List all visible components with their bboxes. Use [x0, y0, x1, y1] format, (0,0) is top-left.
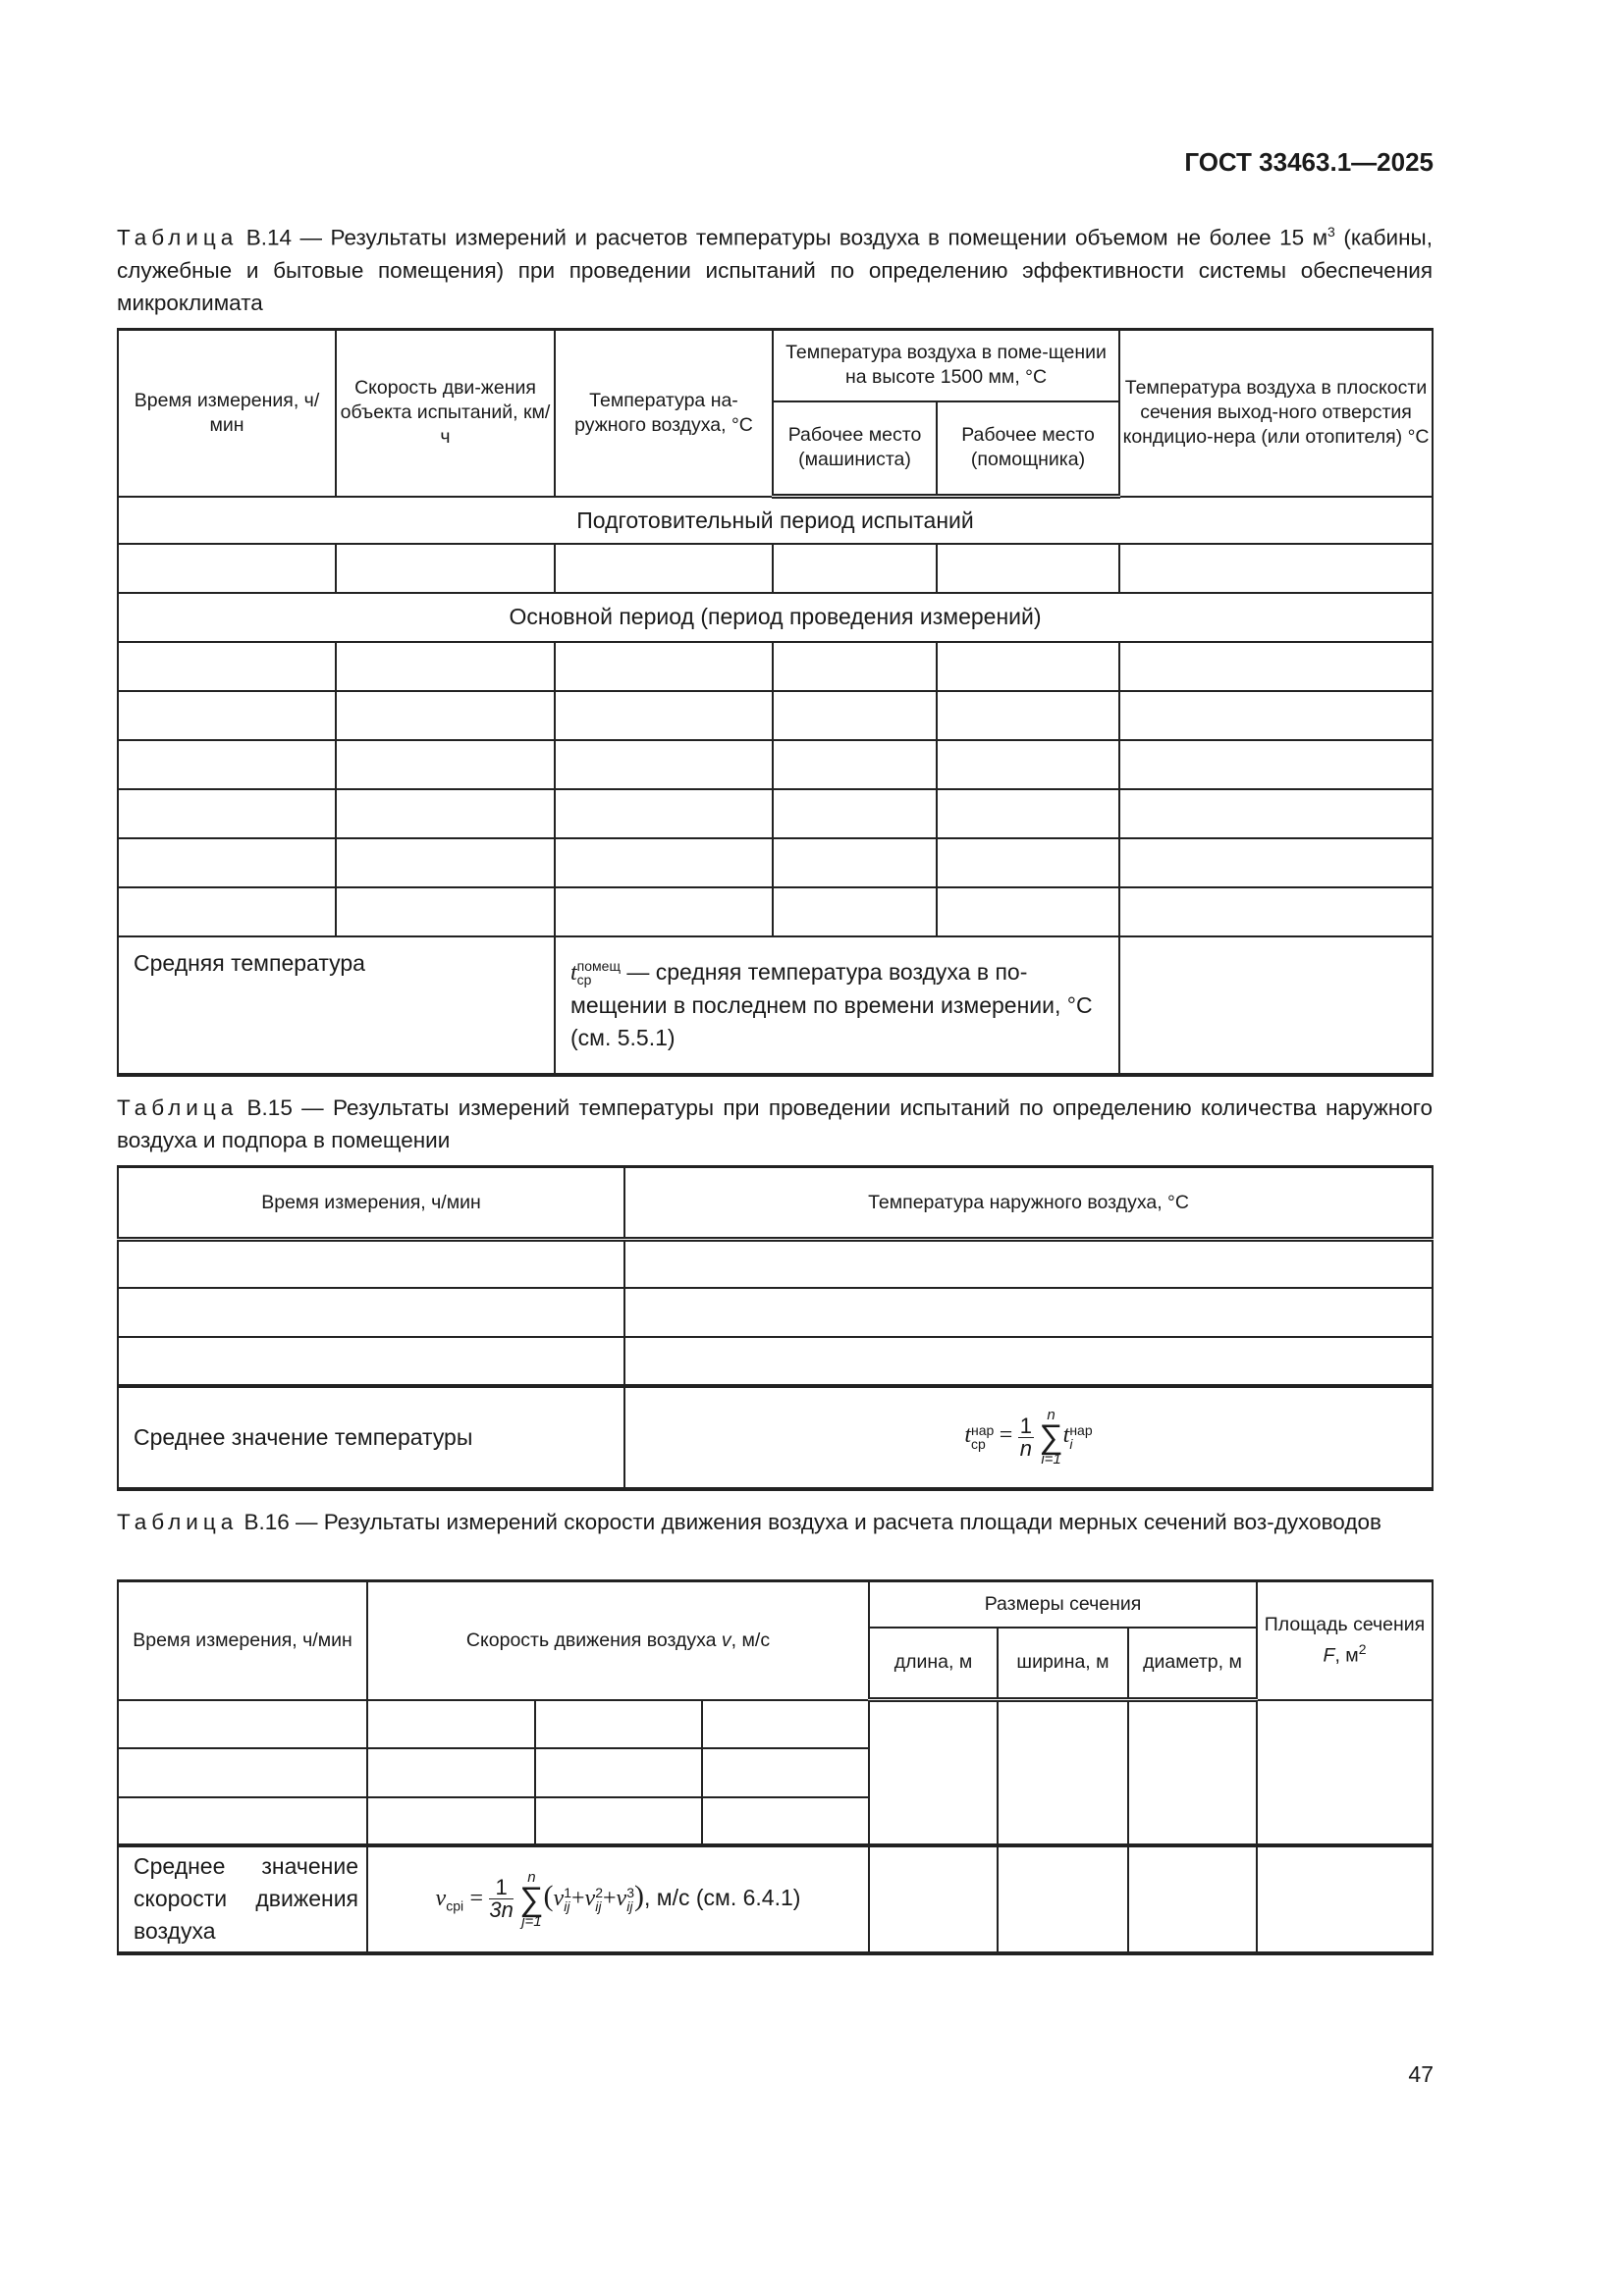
table-row	[118, 1337, 1433, 1386]
document-code: ГОСТ 33463.1—2025	[1184, 147, 1434, 177]
cell[interactable]	[367, 1797, 535, 1845]
mean-temperature-value-cell[interactable]	[1119, 936, 1433, 1075]
cell[interactable]	[535, 1700, 702, 1748]
formula-sup: нар	[971, 1422, 995, 1438]
cell[interactable]	[336, 887, 555, 936]
caption-text: В.16 — Результаты измерений скорости движения воздуха и расчета площади мерных сечений воз-духоводов	[244, 1510, 1381, 1534]
formula-lhs-sub: срi	[446, 1897, 464, 1914]
header-workplace-assistant: Рабочее место (помощника)	[937, 401, 1119, 497]
cell[interactable]	[118, 1700, 367, 1748]
caption-superscript: 3	[1327, 224, 1335, 240]
sum-lower: j=1	[521, 1912, 542, 1930]
velocity-unit: , м/с	[731, 1629, 771, 1651]
table-row	[118, 1288, 1433, 1337]
table-b14-caption	[117, 216, 1433, 319]
diameter-cell[interactable]	[1128, 1700, 1257, 1845]
header-time: Время измерения, ч/мин	[118, 1581, 367, 1700]
cell[interactable]	[624, 1240, 1433, 1288]
sum-upper: n	[1047, 1407, 1056, 1423]
table-row	[118, 544, 1433, 593]
table-row	[118, 691, 1433, 740]
sigma-icon: ∑	[519, 1880, 544, 1918]
cell[interactable]	[773, 642, 937, 691]
cell[interactable]	[937, 642, 1119, 691]
table-row	[118, 740, 1433, 789]
area-mean-cell[interactable]	[1257, 1845, 1433, 1953]
table-row	[118, 1240, 1433, 1288]
header-time: Время измерения, ч/мин	[118, 1167, 624, 1240]
header-outlet-temp: Температура воздуха в плоскости сечения выход-ного отверстия кондицио-нера (или отопителя) °С	[1119, 330, 1433, 497]
cell[interactable]	[773, 740, 937, 789]
fraction-denominator: 3n	[489, 1897, 514, 1922]
cell[interactable]	[555, 691, 773, 740]
table-row	[118, 838, 1433, 887]
formula-description: — средняя температура воздуха в по-мещении в последнем по времени измерении, °С (см. 5.5.1)	[570, 958, 1093, 1050]
area-unit-sup: 2	[1358, 1641, 1367, 1657]
formula-suffix: , м/с (см. 6.4.1)	[644, 1884, 801, 1910]
sum-operator	[519, 1870, 543, 1929]
cell[interactable]	[702, 1797, 869, 1845]
formula-rhs-var: t	[1062, 1422, 1070, 1449]
caption-text: В.15 — Результаты измерений температуры при проведении испытаний по определению количества наружного воздуха и подпора в помещении	[117, 1095, 1433, 1152]
mean-velocity-label: Среднее значение скорости движения воздуха	[118, 1845, 367, 1953]
cell[interactable]	[1119, 789, 1433, 838]
header-speed: Скорость дви-жения объекта испытаний, км/ч	[336, 330, 555, 497]
term-indices	[626, 1886, 634, 1913]
formula-lhs-var: t	[964, 1422, 972, 1449]
formula-lhs-indices	[971, 1423, 994, 1451]
area-unit: , м	[1334, 1644, 1359, 1667]
cell[interactable]	[118, 740, 336, 789]
length-mean-cell[interactable]	[869, 1845, 998, 1953]
section-main: Основной период (период проведения измерений)	[118, 593, 1433, 642]
table-row	[118, 1700, 1433, 1748]
cell[interactable]	[555, 887, 773, 936]
cell[interactable]	[118, 1748, 367, 1797]
cell[interactable]	[336, 544, 555, 593]
formula-sub: i	[1069, 1436, 1073, 1452]
mean-temperature-formula	[555, 936, 1119, 1075]
formula-fraction	[1018, 1415, 1034, 1460]
fraction-numerator: 1	[1019, 1413, 1032, 1438]
cell[interactable]	[118, 1288, 624, 1337]
formula-fraction	[489, 1877, 513, 1921]
cell[interactable]	[937, 887, 1119, 936]
mean-value-label: Среднее значение температуры	[118, 1386, 624, 1489]
cell[interactable]	[535, 1748, 702, 1797]
cell[interactable]	[773, 838, 937, 887]
formula-rhs-indices	[1069, 1423, 1092, 1451]
term-indices	[595, 1886, 603, 1913]
area-var: F	[1323, 1644, 1335, 1667]
cell[interactable]	[336, 838, 555, 887]
fraction-numerator: 1	[489, 1877, 513, 1899]
cell[interactable]	[535, 1797, 702, 1845]
section-preparatory: Подготовительный период испытаний	[118, 497, 1433, 544]
caption-label: Таблица	[117, 225, 239, 250]
term-var: v	[616, 1885, 627, 1911]
table-b16	[117, 1579, 1434, 1955]
cell[interactable]	[555, 838, 773, 887]
mean-value-formula	[624, 1386, 1433, 1489]
table-b15-caption	[117, 1092, 1433, 1156]
cell[interactable]	[624, 1288, 1433, 1337]
sum-upper: n	[527, 1868, 536, 1886]
length-cell[interactable]	[869, 1700, 998, 1845]
term-sup: 2	[595, 1884, 603, 1900]
cell[interactable]	[367, 1748, 535, 1797]
formula-equals: =	[999, 1422, 1013, 1449]
header-outdoor-temp: Температура наружного воздуха, °С	[624, 1167, 1433, 1240]
cell[interactable]	[555, 740, 773, 789]
diameter-mean-cell[interactable]	[1128, 1845, 1257, 1953]
cell[interactable]	[336, 642, 555, 691]
header-workplace-driver: Рабочее место (машиниста)	[773, 401, 937, 497]
header-room-temp-group: Температура воздуха в поме-щении на высоте 1500 мм, °С	[773, 330, 1119, 401]
term-sup: 3	[626, 1884, 634, 1900]
cell[interactable]	[937, 544, 1119, 593]
formula-lhs-var: v	[435, 1885, 447, 1911]
header-length: длина, м	[869, 1628, 998, 1700]
formula-sup: помещ	[576, 958, 621, 975]
cell[interactable]	[773, 691, 937, 740]
cell[interactable]	[118, 1337, 624, 1386]
cell[interactable]	[555, 642, 773, 691]
cell[interactable]	[336, 789, 555, 838]
cell[interactable]	[702, 1700, 869, 1748]
cell[interactable]	[702, 1748, 869, 1797]
formula-sub: ср	[971, 1436, 986, 1452]
formula-indices	[577, 959, 621, 987]
plus-sign: +	[571, 1885, 585, 1911]
cell[interactable]	[118, 887, 336, 936]
cell[interactable]	[336, 740, 555, 789]
term-indices	[564, 1886, 571, 1913]
page-number: 47	[1408, 2061, 1434, 2087]
cell[interactable]	[336, 691, 555, 740]
header-dimensions-group: Размеры сечения	[869, 1581, 1257, 1628]
table-b14	[117, 328, 1434, 1077]
caption-text: В.14 — Результаты измерений и расчетов температуры воздуха в помещении объемом не более 15 м	[245, 225, 1328, 250]
cell[interactable]	[1119, 887, 1433, 936]
cell[interactable]	[937, 838, 1119, 887]
caption-text-continued: (кабины, служебные и бытовые помещения) при проведении испытаний по определению эффективности системы обеспечения микроклимата	[117, 225, 1433, 315]
mean-velocity-formula: $v_{срi}$ = $\frac{1}{3n}$ n ∑ j=1 (v 1 ij +v 2 ij +v 3 ij ), м/с (см. 6.4.1)	[367, 1845, 869, 1953]
cell[interactable]	[555, 544, 773, 593]
cell[interactable]	[937, 789, 1119, 838]
cell[interactable]	[1119, 691, 1433, 740]
cell[interactable]	[773, 887, 937, 936]
table-row	[118, 887, 1433, 936]
table-row	[118, 642, 1433, 691]
sum-lower: i=1	[1041, 1451, 1061, 1468]
cell[interactable]	[118, 544, 336, 593]
cell[interactable]	[118, 838, 336, 887]
term-sub: ij	[595, 1897, 602, 1914]
cell[interactable]	[624, 1337, 1433, 1386]
formula-sup: нар	[1069, 1422, 1093, 1438]
cell[interactable]	[118, 1797, 367, 1845]
cell[interactable]	[555, 789, 773, 838]
cell[interactable]	[367, 1700, 535, 1748]
cell[interactable]	[773, 789, 937, 838]
header-velocity	[367, 1581, 869, 1700]
formula-sub: ср	[576, 972, 592, 988]
caption-label: Таблица	[117, 1095, 239, 1120]
sum-operator	[1039, 1408, 1062, 1467]
fraction-denominator: n	[1019, 1435, 1032, 1461]
formula-var: t	[570, 959, 577, 986]
cell[interactable]	[1119, 642, 1433, 691]
term-var: v	[553, 1885, 565, 1911]
cell[interactable]	[937, 691, 1119, 740]
header-time: Время измерения, ч/мин	[118, 330, 336, 497]
cell[interactable]	[118, 642, 336, 691]
table-row	[118, 789, 1433, 838]
velocity-label: Скорость движения воздуха	[465, 1629, 722, 1651]
table-b15	[117, 1165, 1434, 1491]
header-width: ширина, м	[998, 1628, 1128, 1700]
header-diameter: диаметр, м	[1128, 1628, 1257, 1700]
width-mean-cell[interactable]	[998, 1845, 1128, 1953]
cell[interactable]	[118, 691, 336, 740]
term-sup: 1	[564, 1884, 571, 1900]
width-cell[interactable]	[998, 1700, 1128, 1845]
cell[interactable]	[773, 544, 937, 593]
term-var: v	[584, 1885, 596, 1911]
cell[interactable]	[1119, 544, 1433, 593]
mean-temperature-label: Средняя температура	[118, 936, 555, 1075]
cell[interactable]	[937, 740, 1119, 789]
caption-label: Таблица	[117, 1510, 239, 1534]
cell[interactable]	[118, 1240, 624, 1288]
cell[interactable]	[118, 789, 336, 838]
header-outdoor-temp: Температура на-ружного воздуха, °С	[555, 330, 773, 497]
velocity-var: v	[721, 1629, 731, 1651]
sigma-icon: ∑	[1039, 1418, 1063, 1456]
area-cell[interactable]	[1257, 1700, 1433, 1845]
table-b16-caption	[117, 1506, 1433, 1538]
formula-equals: =	[469, 1885, 484, 1911]
term-sub: ij	[564, 1897, 570, 1914]
plus-sign: +	[603, 1885, 617, 1911]
header-area	[1257, 1581, 1433, 1700]
term-sub: ij	[626, 1897, 633, 1914]
cell[interactable]	[1119, 838, 1433, 887]
cell[interactable]	[1119, 740, 1433, 789]
area-label: Площадь сечения	[1264, 1614, 1426, 1635]
